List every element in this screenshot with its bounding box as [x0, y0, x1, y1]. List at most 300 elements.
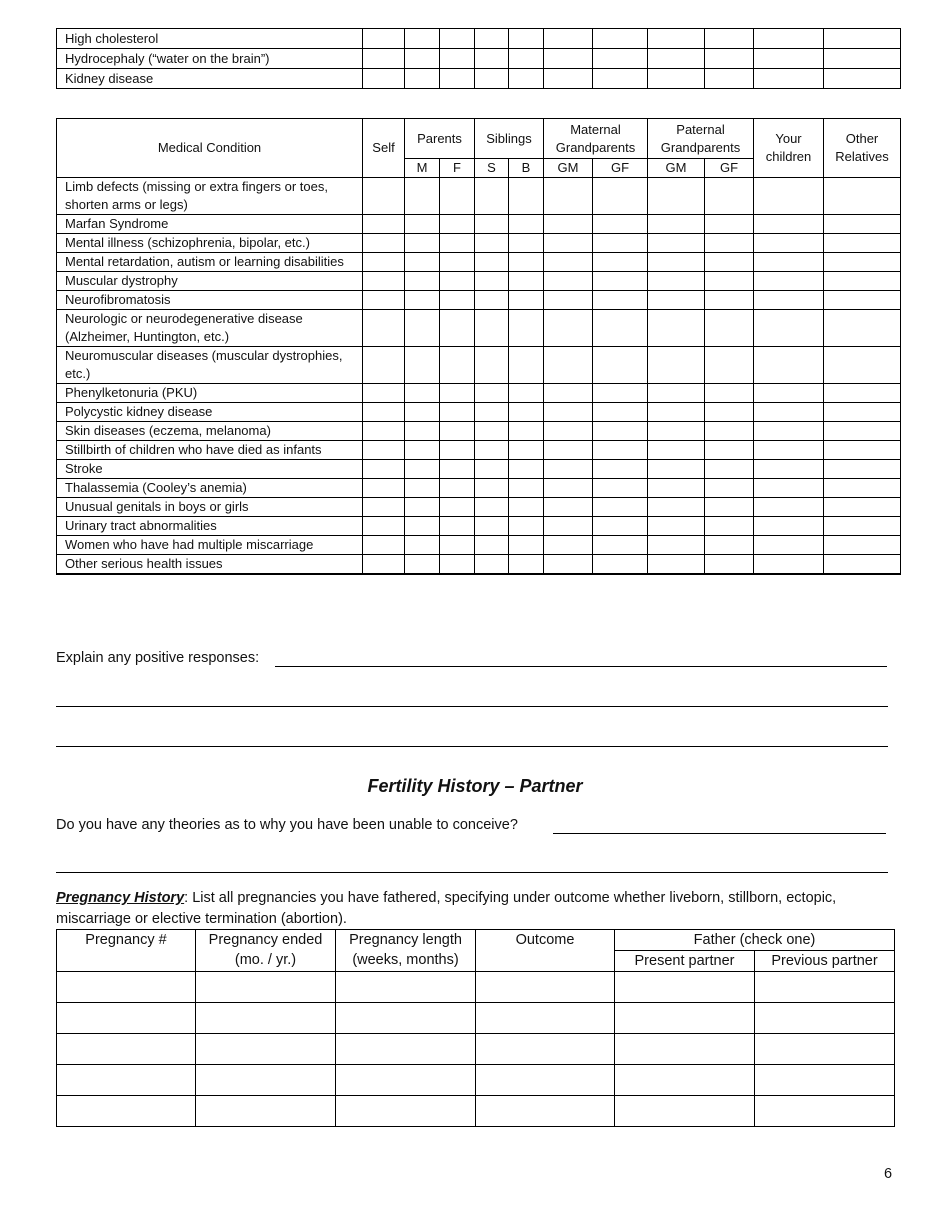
checkbox-cell[interactable]	[754, 441, 824, 460]
checkbox-cell[interactable]	[544, 555, 593, 574]
checkbox-cell[interactable]	[363, 272, 405, 291]
checkbox-cell[interactable]	[754, 49, 824, 69]
checkbox-cell[interactable]	[648, 215, 705, 234]
explain-answer-line[interactable]	[275, 666, 887, 667]
checkbox-cell[interactable]	[705, 441, 754, 460]
explain-answer-line[interactable]	[56, 746, 888, 747]
checkbox-cell[interactable]	[405, 498, 440, 517]
pregnancy-input-cell[interactable]	[755, 972, 895, 1003]
pregnancy-input-cell[interactable]	[196, 1003, 336, 1034]
checkbox-cell[interactable]	[363, 460, 405, 479]
checkbox-cell[interactable]	[440, 291, 475, 310]
pregnancy-input-cell[interactable]	[755, 1065, 895, 1096]
pregnancy-history-intro	[56, 888, 856, 930]
checkbox-cell[interactable]	[754, 574, 824, 575]
checkbox-cell[interactable]	[440, 517, 475, 536]
checkbox-cell[interactable]	[824, 310, 901, 347]
checkbox-cell[interactable]	[593, 403, 648, 422]
checkbox-cell[interactable]	[705, 536, 754, 555]
checkbox-cell[interactable]	[544, 178, 593, 215]
checkbox-cell[interactable]	[544, 69, 593, 89]
checkbox-cell[interactable]	[648, 178, 705, 215]
checkbox-cell[interactable]	[754, 384, 824, 403]
checkbox-cell[interactable]	[509, 49, 544, 69]
checkbox-cell[interactable]	[440, 555, 475, 574]
pregnancy-input-cell[interactable]	[57, 972, 196, 1003]
checkbox-cell[interactable]	[509, 69, 544, 89]
checkbox-cell[interactable]	[824, 215, 901, 234]
checkbox-cell[interactable]	[475, 384, 509, 403]
checkbox-cell[interactable]	[440, 422, 475, 441]
pregnancy-input-cell[interactable]	[755, 1096, 895, 1127]
checkbox-cell[interactable]	[824, 347, 901, 384]
checkbox-cell[interactable]	[405, 29, 440, 49]
checkbox-cell[interactable]	[824, 272, 901, 291]
checkbox-cell[interactable]	[363, 49, 405, 69]
checkbox-cell[interactable]	[705, 272, 754, 291]
checkbox-cell[interactable]	[593, 310, 648, 347]
checkbox-cell[interactable]	[509, 479, 544, 498]
checkbox-cell[interactable]	[363, 291, 405, 310]
header-previous-partner: Previous partner	[755, 951, 895, 972]
checkbox-cell[interactable]	[509, 517, 544, 536]
checkbox-cell[interactable]	[824, 498, 901, 517]
checkbox-cell[interactable]	[705, 234, 754, 253]
checkbox-cell[interactable]	[440, 347, 475, 384]
pregnancy-input-cell[interactable]	[57, 1096, 196, 1127]
checkbox-cell[interactable]	[405, 555, 440, 574]
checkbox-cell[interactable]	[824, 536, 901, 555]
pregnancy-input-cell[interactable]	[476, 1003, 615, 1034]
checkbox-cell[interactable]	[509, 29, 544, 49]
checkbox-cell[interactable]	[363, 69, 405, 89]
checkbox-cell[interactable]	[544, 403, 593, 422]
condition-label: Limb defects (missing or extra fingers or toes, shorten arms or legs)	[57, 178, 363, 215]
table-row	[57, 403, 901, 422]
checkbox-cell[interactable]	[405, 460, 440, 479]
checkbox-cell[interactable]	[440, 479, 475, 498]
checkbox-cell[interactable]	[824, 479, 901, 498]
checkbox-cell[interactable]	[509, 460, 544, 479]
checkbox-cell[interactable]	[475, 29, 509, 49]
checkbox-cell[interactable]	[405, 441, 440, 460]
checkbox-cell[interactable]	[509, 291, 544, 310]
checkbox-cell[interactable]	[405, 291, 440, 310]
checkbox-cell[interactable]	[544, 234, 593, 253]
checkbox-cell[interactable]	[405, 234, 440, 253]
checkbox-cell[interactable]	[544, 49, 593, 69]
checkbox-cell[interactable]	[509, 310, 544, 347]
checkbox-cell[interactable]	[593, 479, 648, 498]
checkbox-cell[interactable]	[544, 536, 593, 555]
checkbox-cell[interactable]	[648, 574, 705, 575]
checkbox-cell[interactable]	[405, 272, 440, 291]
condition-label: Neurofibromatosis	[57, 291, 363, 310]
checkbox-cell[interactable]	[824, 555, 901, 574]
checkbox-cell[interactable]	[544, 310, 593, 347]
pregnancy-input-cell[interactable]	[57, 1065, 196, 1096]
checkbox-cell[interactable]	[824, 384, 901, 403]
checkbox-cell[interactable]	[754, 178, 824, 215]
checkbox-cell[interactable]	[440, 215, 475, 234]
checkbox-cell[interactable]	[754, 536, 824, 555]
checkbox-cell[interactable]	[824, 69, 901, 89]
table-row	[57, 536, 901, 555]
checkbox-cell[interactable]	[405, 215, 440, 234]
checkbox-cell[interactable]	[593, 49, 648, 69]
pregnancy-input-cell[interactable]	[615, 972, 755, 1003]
checkbox-cell[interactable]	[440, 498, 475, 517]
checkbox-cell[interactable]	[544, 517, 593, 536]
checkbox-cell[interactable]	[705, 479, 754, 498]
checkbox-cell[interactable]	[593, 441, 648, 460]
checkbox-cell[interactable]	[405, 347, 440, 384]
pregnancy-input-cell[interactable]	[615, 1003, 755, 1034]
checkbox-cell[interactable]	[824, 49, 901, 69]
header-present-partner: Present partner	[615, 951, 755, 972]
checkbox-cell[interactable]	[593, 536, 648, 555]
pregnancy-input-cell[interactable]	[476, 1034, 615, 1065]
checkbox-cell[interactable]	[509, 253, 544, 272]
checkbox-cell[interactable]	[544, 272, 593, 291]
checkbox-cell[interactable]	[509, 234, 544, 253]
pregnancy-input-cell[interactable]	[336, 1065, 476, 1096]
pregnancy-input-cell[interactable]	[755, 1034, 895, 1065]
checkbox-cell[interactable]	[475, 49, 509, 69]
pregnancy-input-cell[interactable]	[336, 1096, 476, 1127]
checkbox-cell[interactable]	[824, 441, 901, 460]
checkbox-cell[interactable]	[705, 215, 754, 234]
checkbox-cell[interactable]	[363, 555, 405, 574]
condition-label: Thalassemia (Cooley’s anemia)	[57, 479, 363, 498]
checkbox-cell[interactable]	[824, 178, 901, 215]
table-row	[57, 234, 901, 253]
checkbox-cell[interactable]	[544, 460, 593, 479]
checkbox-cell[interactable]	[544, 291, 593, 310]
checkbox-cell[interactable]	[475, 422, 509, 441]
checkbox-cell[interactable]	[705, 253, 754, 272]
checkbox-cell[interactable]	[440, 234, 475, 253]
pregnancy-input-cell[interactable]	[336, 1003, 476, 1034]
table-row	[57, 272, 901, 291]
checkbox-cell[interactable]	[648, 498, 705, 517]
checkbox-cell[interactable]	[475, 574, 509, 575]
checkbox-cell[interactable]	[648, 234, 705, 253]
condition-label: Hydrocephaly (“water on the brain”)	[57, 49, 363, 69]
checkbox-cell[interactable]	[475, 460, 509, 479]
checkbox-cell[interactable]	[754, 479, 824, 498]
subheader: GF	[705, 159, 754, 178]
checkbox-cell[interactable]	[824, 234, 901, 253]
checkbox-cell[interactable]	[754, 498, 824, 517]
checkbox-cell[interactable]	[440, 384, 475, 403]
header-self: Self	[363, 119, 405, 178]
pregnancy-input-cell[interactable]	[57, 1034, 196, 1065]
checkbox-cell[interactable]	[440, 272, 475, 291]
checkbox-cell[interactable]	[405, 384, 440, 403]
checkbox-cell[interactable]	[509, 347, 544, 384]
checkbox-cell[interactable]	[363, 422, 405, 441]
checkbox-cell[interactable]	[593, 178, 648, 215]
checkbox-cell[interactable]	[648, 347, 705, 384]
checkbox-cell[interactable]	[593, 29, 648, 49]
checkbox-cell[interactable]	[440, 49, 475, 69]
checkbox-cell[interactable]	[475, 555, 509, 574]
checkbox-cell[interactable]	[405, 536, 440, 555]
pregnancy-input-cell[interactable]	[476, 1096, 615, 1127]
checkbox-cell[interactable]	[593, 517, 648, 536]
checkbox-cell[interactable]	[475, 215, 509, 234]
checkbox-cell[interactable]	[509, 422, 544, 441]
checkbox-cell[interactable]	[824, 517, 901, 536]
checkbox-cell[interactable]	[475, 403, 509, 422]
checkbox-cell[interactable]	[509, 178, 544, 215]
pregnancy-input-cell[interactable]	[476, 972, 615, 1003]
checkbox-cell[interactable]	[544, 29, 593, 49]
checkbox-cell[interactable]	[705, 555, 754, 574]
checkbox-cell[interactable]	[363, 498, 405, 517]
checkbox-cell[interactable]	[824, 403, 901, 422]
checkbox-cell[interactable]	[705, 498, 754, 517]
checkbox-cell[interactable]	[593, 422, 648, 441]
checkbox-cell[interactable]	[405, 310, 440, 347]
checkbox-cell[interactable]	[363, 310, 405, 347]
checkbox-cell[interactable]	[475, 536, 509, 555]
checkbox-cell[interactable]	[593, 69, 648, 89]
checkbox-cell[interactable]	[363, 403, 405, 422]
condition-label: High cholesterol	[57, 29, 363, 49]
checkbox-cell[interactable]	[509, 215, 544, 234]
checkbox-cell[interactable]	[544, 253, 593, 272]
checkbox-cell[interactable]	[509, 403, 544, 422]
checkbox-cell[interactable]	[824, 253, 901, 272]
checkbox-cell[interactable]	[544, 347, 593, 384]
checkbox-cell[interactable]	[754, 403, 824, 422]
checkbox-cell[interactable]	[509, 441, 544, 460]
checkbox-cell[interactable]	[440, 69, 475, 89]
table-row	[57, 574, 901, 575]
pregnancy-input-cell[interactable]	[615, 1096, 755, 1127]
checkbox-cell[interactable]	[363, 253, 405, 272]
checkbox-cell[interactable]	[705, 29, 754, 49]
checkbox-cell[interactable]	[475, 69, 509, 89]
checkbox-cell[interactable]	[363, 517, 405, 536]
checkbox-cell[interactable]	[544, 479, 593, 498]
checkbox-cell[interactable]	[509, 384, 544, 403]
checkbox-cell[interactable]	[440, 460, 475, 479]
checkbox-cell[interactable]	[705, 574, 754, 575]
pregnancy-input-cell[interactable]	[196, 1034, 336, 1065]
pregnancy-input-cell[interactable]	[336, 1034, 476, 1065]
checkbox-cell[interactable]	[405, 69, 440, 89]
checkbox-cell[interactable]	[648, 49, 705, 69]
checkbox-cell[interactable]	[509, 536, 544, 555]
checkbox-cell[interactable]	[544, 384, 593, 403]
checkbox-cell[interactable]	[824, 291, 901, 310]
checkbox-cell[interactable]	[705, 310, 754, 347]
checkbox-cell[interactable]	[593, 253, 648, 272]
checkbox-cell[interactable]	[405, 574, 440, 575]
checkbox-cell[interactable]	[509, 272, 544, 291]
condition-label: Unusual genitals in boys or girls	[57, 498, 363, 517]
checkbox-cell[interactable]	[705, 422, 754, 441]
checkbox-cell[interactable]	[648, 517, 705, 536]
checkbox-cell[interactable]	[648, 479, 705, 498]
checkbox-cell[interactable]	[705, 403, 754, 422]
checkbox-cell[interactable]	[705, 69, 754, 89]
checkbox-cell[interactable]	[475, 310, 509, 347]
checkbox-cell[interactable]	[824, 422, 901, 441]
checkbox-cell[interactable]	[363, 234, 405, 253]
checkbox-cell[interactable]	[754, 517, 824, 536]
checkbox-cell[interactable]	[440, 441, 475, 460]
checkbox-cell[interactable]	[509, 574, 544, 575]
checkbox-cell[interactable]	[648, 460, 705, 479]
checkbox-cell[interactable]	[475, 347, 509, 384]
checkbox-cell[interactable]	[648, 69, 705, 89]
pregnancy-input-cell[interactable]	[196, 1065, 336, 1096]
table-row	[57, 215, 901, 234]
checkbox-cell[interactable]	[405, 479, 440, 498]
checkbox-cell[interactable]	[705, 460, 754, 479]
checkbox-cell[interactable]	[754, 291, 824, 310]
checkbox-cell[interactable]	[363, 215, 405, 234]
explain-answer-line[interactable]	[56, 706, 888, 707]
checkbox-cell[interactable]	[593, 215, 648, 234]
checkbox-cell[interactable]	[475, 479, 509, 498]
subheader: S	[475, 159, 509, 178]
condition-label: Kidney disease	[57, 69, 363, 89]
pregnancy-input-cell[interactable]	[196, 972, 336, 1003]
checkbox-cell[interactable]	[440, 253, 475, 272]
table-row	[57, 29, 901, 49]
pregnancy-input-cell[interactable]	[336, 972, 476, 1003]
header-pregnancy-ended: Pregnancy ended (mo. / yr.)	[196, 930, 336, 972]
checkbox-cell[interactable]	[705, 517, 754, 536]
checkbox-cell[interactable]	[648, 253, 705, 272]
checkbox-cell[interactable]	[544, 574, 593, 575]
pregnancy-input-cell[interactable]	[755, 1003, 895, 1034]
checkbox-cell[interactable]	[648, 555, 705, 574]
checkbox-cell[interactable]	[754, 347, 824, 384]
checkbox-cell[interactable]	[440, 574, 475, 575]
condition-label: Skin diseases (eczema, melanoma)	[57, 422, 363, 441]
checkbox-cell[interactable]	[705, 49, 754, 69]
checkbox-cell[interactable]	[648, 422, 705, 441]
checkbox-cell[interactable]	[648, 272, 705, 291]
checkbox-cell[interactable]	[754, 29, 824, 49]
pregnancy-input-cell[interactable]	[615, 1065, 755, 1096]
checkbox-cell[interactable]	[440, 29, 475, 49]
pregnancy-input-cell[interactable]	[57, 1003, 196, 1034]
checkbox-cell[interactable]	[475, 498, 509, 517]
checkbox-cell[interactable]	[405, 422, 440, 441]
checkbox-cell[interactable]	[475, 517, 509, 536]
checkbox-cell[interactable]	[648, 310, 705, 347]
checkbox-cell[interactable]	[754, 422, 824, 441]
checkbox-cell[interactable]	[754, 555, 824, 574]
checkbox-cell[interactable]	[440, 403, 475, 422]
checkbox-cell[interactable]	[648, 29, 705, 49]
checkbox-cell[interactable]	[363, 347, 405, 384]
checkbox-cell[interactable]	[475, 441, 509, 460]
checkbox-cell[interactable]	[824, 460, 901, 479]
checkbox-cell[interactable]	[405, 253, 440, 272]
checkbox-cell[interactable]	[544, 215, 593, 234]
checkbox-cell[interactable]	[648, 384, 705, 403]
checkbox-cell[interactable]	[824, 29, 901, 49]
checkbox-cell[interactable]	[544, 498, 593, 517]
checkbox-cell[interactable]	[705, 291, 754, 310]
checkbox-cell[interactable]	[593, 234, 648, 253]
checkbox-cell[interactable]	[754, 253, 824, 272]
checkbox-cell[interactable]	[754, 69, 824, 89]
checkbox-cell[interactable]	[754, 460, 824, 479]
checkbox-cell[interactable]	[475, 291, 509, 310]
checkbox-cell[interactable]	[475, 234, 509, 253]
checkbox-cell[interactable]	[475, 272, 509, 291]
checkbox-cell[interactable]	[648, 536, 705, 555]
pregnancy-input-cell[interactable]	[615, 1034, 755, 1065]
checkbox-cell[interactable]	[440, 310, 475, 347]
checkbox-cell[interactable]	[405, 403, 440, 422]
checkbox-cell[interactable]	[363, 29, 405, 49]
checkbox-cell[interactable]	[593, 291, 648, 310]
checkbox-cell[interactable]	[754, 234, 824, 253]
checkbox-cell[interactable]	[363, 178, 405, 215]
checkbox-cell[interactable]	[363, 384, 405, 403]
checkbox-cell[interactable]	[705, 384, 754, 403]
checkbox-cell[interactable]	[754, 272, 824, 291]
checkbox-cell[interactable]	[363, 441, 405, 460]
pregnancy-input-cell[interactable]	[476, 1065, 615, 1096]
checkbox-cell[interactable]	[544, 441, 593, 460]
checkbox-cell[interactable]	[754, 310, 824, 347]
checkbox-cell[interactable]	[475, 253, 509, 272]
checkbox-cell[interactable]	[405, 517, 440, 536]
checkbox-cell[interactable]	[440, 178, 475, 215]
checkbox-cell[interactable]	[593, 272, 648, 291]
pregnancy-input-cell[interactable]	[196, 1096, 336, 1127]
checkbox-cell[interactable]	[440, 536, 475, 555]
checkbox-cell[interactable]	[593, 555, 648, 574]
theories-answer-line[interactable]	[553, 833, 886, 834]
checkbox-cell[interactable]	[754, 215, 824, 234]
checkbox-cell[interactable]	[475, 178, 509, 215]
checkbox-cell[interactable]	[509, 555, 544, 574]
checkbox-cell[interactable]	[363, 536, 405, 555]
checkbox-cell[interactable]	[363, 479, 405, 498]
checkbox-cell[interactable]	[593, 384, 648, 403]
checkbox-cell[interactable]	[593, 460, 648, 479]
checkbox-cell[interactable]	[648, 403, 705, 422]
checkbox-cell[interactable]	[405, 178, 440, 215]
checkbox-cell[interactable]	[509, 498, 544, 517]
theories-answer-line[interactable]	[56, 872, 888, 873]
checkbox-cell[interactable]	[705, 178, 754, 215]
checkbox-cell[interactable]	[405, 49, 440, 69]
checkbox-cell[interactable]	[544, 422, 593, 441]
checkbox-cell[interactable]	[648, 291, 705, 310]
checkbox-cell[interactable]	[593, 498, 648, 517]
checkbox-cell[interactable]	[363, 574, 405, 575]
checkbox-cell[interactable]	[705, 347, 754, 384]
checkbox-cell[interactable]	[824, 574, 901, 575]
subheader: GM	[648, 159, 705, 178]
checkbox-cell[interactable]	[593, 574, 648, 575]
checkbox-cell[interactable]	[593, 347, 648, 384]
checkbox-cell[interactable]	[648, 441, 705, 460]
